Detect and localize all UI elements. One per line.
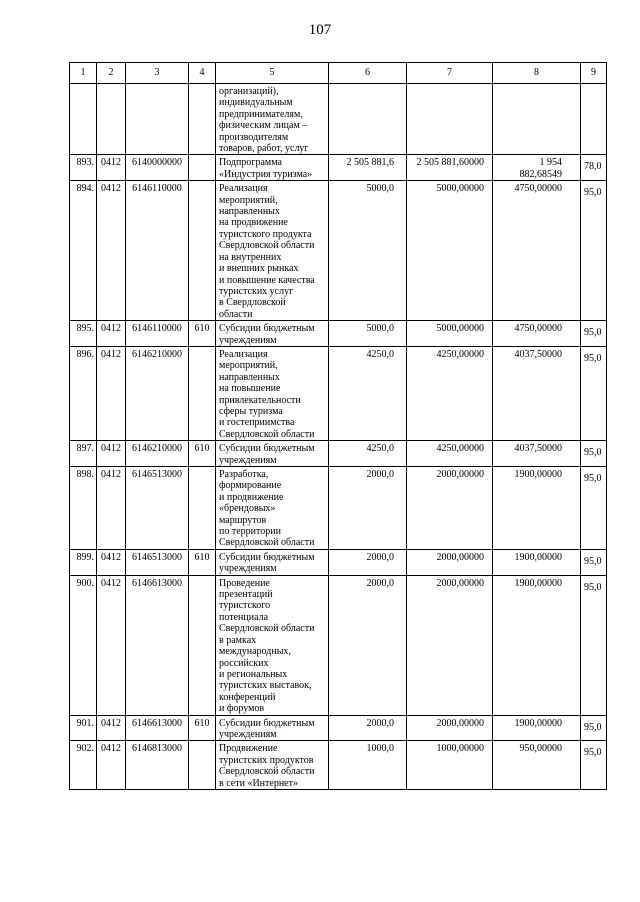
- table-row: [70, 741, 607, 790]
- item-name: Субсидии бюджетным учреждениям: [216, 321, 329, 347]
- expense-type: [189, 741, 216, 790]
- plan-amount: 5000,0: [329, 321, 407, 347]
- execution-percent: 95,0: [581, 715, 607, 741]
- target-code: 6146110000: [126, 181, 189, 321]
- section-code: 0412: [97, 575, 126, 715]
- expense-type: 610: [189, 549, 216, 575]
- section-code: 0412: [97, 741, 126, 790]
- target-code: 6146813000: [126, 741, 189, 790]
- execution-percent: 95,0: [581, 549, 607, 575]
- row-number: 899.: [70, 549, 97, 575]
- expense-type: [189, 155, 216, 181]
- execution-percent: 78,0: [581, 155, 607, 181]
- plan-amount: 4250,0: [329, 441, 407, 467]
- section-code: 0412: [97, 181, 126, 321]
- plan-amount: 4250,0: [329, 346, 407, 440]
- expense-type: [189, 467, 216, 550]
- section-code: 0412: [97, 467, 126, 550]
- plan-amount: 2 505 881,6: [329, 155, 407, 181]
- column-header-row: [70, 63, 607, 84]
- expense-type: 610: [189, 715, 216, 741]
- execution-percent: [581, 84, 607, 155]
- execution-percent: 95,0: [581, 441, 607, 467]
- table-row: [70, 441, 607, 467]
- section-code: 0412: [97, 715, 126, 741]
- row-number: 901.: [70, 715, 97, 741]
- plan-amount: 5000,0: [329, 181, 407, 321]
- row-number: 893.: [70, 155, 97, 181]
- executed-amount: 1900,00000: [493, 715, 581, 741]
- item-name: Реализация мероприятий, направленных на продвижение туристского продукта Свердловской области на внутренних и внешних рынках и повышение качества туристских услуг в Свердловской области: [216, 181, 329, 321]
- executed-amount: 1 954 882,68549: [493, 155, 581, 181]
- row-number: 898.: [70, 467, 97, 550]
- section-code: 0412: [97, 321, 126, 347]
- column-header: 6: [329, 63, 407, 84]
- item-name: Продвижение туристских продуктов Свердловской области в сети «Интернет»: [216, 741, 329, 790]
- column-header: 1: [70, 63, 97, 84]
- expense-type: 610: [189, 441, 216, 467]
- executed-amount: 1900,00000: [493, 575, 581, 715]
- section-code: 0412: [97, 155, 126, 181]
- section-code: 0412: [97, 441, 126, 467]
- row-number: 900.: [70, 575, 97, 715]
- execution-percent: 95,0: [581, 467, 607, 550]
- column-header: 7: [407, 63, 493, 84]
- target-code: 6146210000: [126, 346, 189, 440]
- execution-percent: 95,0: [581, 741, 607, 790]
- row-number: 895.: [70, 321, 97, 347]
- refined-amount: 2 505 881,60000: [407, 155, 493, 181]
- executed-amount: 4037,50000: [493, 441, 581, 467]
- executed-amount: 4750,00000: [493, 181, 581, 321]
- item-name: организаций), индивидуальным предпринимателям, физическим лицам – производителям товаров, работ, услуг: [216, 84, 329, 155]
- item-name: Проведение презентаций туристского потенциала Свердловской области в рамках международных, российских и региональных туристских выставок, конференций и форумов: [216, 575, 329, 715]
- page-number: 107: [308, 22, 332, 38]
- section-code: [97, 84, 126, 155]
- executed-amount: 1900,00000: [493, 549, 581, 575]
- table-row: [70, 181, 607, 321]
- target-code: 6140000000: [126, 155, 189, 181]
- plan-amount: [329, 84, 407, 155]
- table-row: [70, 84, 607, 155]
- section-code: 0412: [97, 346, 126, 440]
- column-header: 2: [97, 63, 126, 84]
- item-name: Подпрограмма «Индустрия туризма»: [216, 155, 329, 181]
- refined-amount: 5000,00000: [407, 181, 493, 321]
- refined-amount: 4250,00000: [407, 441, 493, 467]
- executed-amount: [493, 84, 581, 155]
- plan-amount: 2000,0: [329, 549, 407, 575]
- refined-amount: 2000,00000: [407, 715, 493, 741]
- expense-type: [189, 84, 216, 155]
- column-header: 5: [216, 63, 329, 84]
- expense-type: [189, 181, 216, 321]
- row-number: 894.: [70, 181, 97, 321]
- row-number: 897.: [70, 441, 97, 467]
- table-row: [70, 575, 607, 715]
- target-code: 6146513000: [126, 467, 189, 550]
- expense-type: [189, 575, 216, 715]
- executed-amount: 1900,00000: [493, 467, 581, 550]
- refined-amount: 4250,00000: [407, 346, 493, 440]
- table-row: [70, 715, 607, 741]
- target-code: 6146210000: [126, 441, 189, 467]
- executed-amount: 950,00000: [493, 741, 581, 790]
- execution-percent: 95,0: [581, 575, 607, 715]
- executed-amount: 4037,50000: [493, 346, 581, 440]
- execution-percent: 95,0: [581, 346, 607, 440]
- table-row: [70, 346, 607, 440]
- refined-amount: 2000,00000: [407, 575, 493, 715]
- column-header: 8: [493, 63, 581, 84]
- table-row: [70, 549, 607, 575]
- refined-amount: 5000,00000: [407, 321, 493, 347]
- table-row: [70, 467, 607, 550]
- target-code: 6146613000: [126, 715, 189, 741]
- column-header: 9: [581, 63, 607, 84]
- plan-amount: 1000,0: [329, 741, 407, 790]
- execution-percent: 95,0: [581, 321, 607, 347]
- item-name: Разработка, формирование и продвижение «брендовых» маршрутов по территории Свердловской области: [216, 467, 329, 550]
- row-number: [70, 84, 97, 155]
- budget-table: [69, 62, 607, 790]
- refined-amount: 2000,00000: [407, 549, 493, 575]
- refined-amount: 1000,00000: [407, 741, 493, 790]
- refined-amount: 2000,00000: [407, 467, 493, 550]
- column-header: 3: [126, 63, 189, 84]
- item-name: Субсидии бюджетным учреждениям: [216, 715, 329, 741]
- column-header: 4: [189, 63, 216, 84]
- target-code: 6146613000: [126, 575, 189, 715]
- item-name: Реализация мероприятий, направленных на повышение привлекательности сферы туризма и гостеприимства Свердловской области: [216, 346, 329, 440]
- target-code: 6146110000: [126, 321, 189, 347]
- plan-amount: 2000,0: [329, 575, 407, 715]
- expense-type: 610: [189, 321, 216, 347]
- section-code: 0412: [97, 549, 126, 575]
- target-code: [126, 84, 189, 155]
- execution-percent: 95,0: [581, 181, 607, 321]
- target-code: 6146513000: [126, 549, 189, 575]
- expense-type: [189, 346, 216, 440]
- item-name: Субсидии бюджетным учреждениям: [216, 441, 329, 467]
- row-number: 896.: [70, 346, 97, 440]
- item-name: Субсидии бюджетным учреждениям: [216, 549, 329, 575]
- refined-amount: [407, 84, 493, 155]
- row-number: 902.: [70, 741, 97, 790]
- plan-amount: 2000,0: [329, 715, 407, 741]
- table-row: [70, 321, 607, 347]
- plan-amount: 2000,0: [329, 467, 407, 550]
- table-row: [70, 155, 607, 181]
- executed-amount: 4750,00000: [493, 321, 581, 347]
